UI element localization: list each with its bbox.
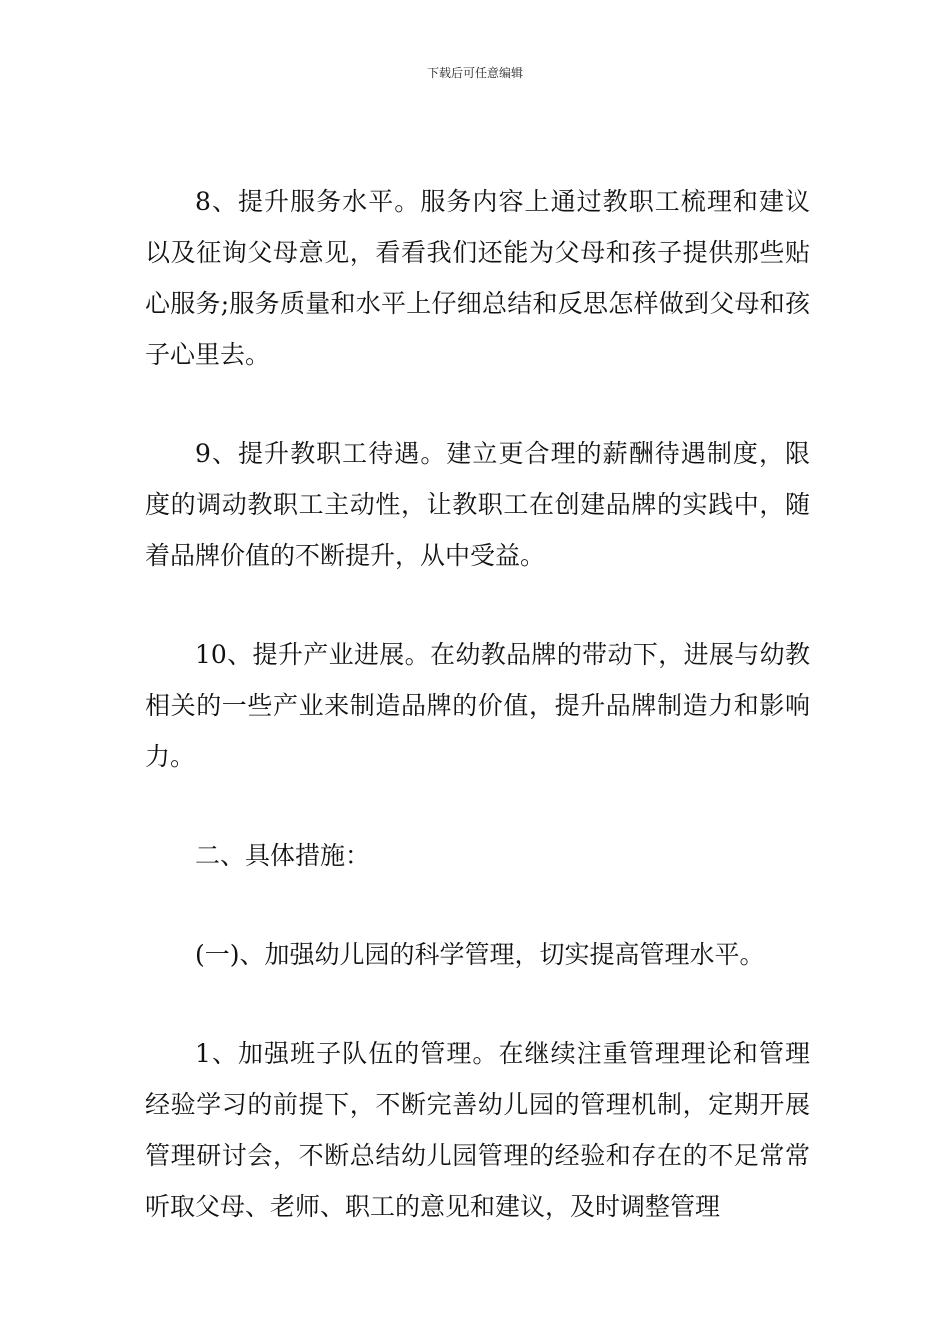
document-body: [145, 176, 810, 1232]
page-header: 下载后可任意编辑: [426, 66, 523, 80]
paragraph-item-1: 1、加强班子队伍的管理。在继续注重管理理论和管理经验学习的前提下，不断完善幼儿园的管理机制，定期开展管理研讨会，不断总结幼儿园管理的经验和存在的不足常常听取父母、老师、职工的意见和建议，及时调整管理: [145, 1039, 810, 1221]
paragraph-item-8: 8、提升服务水平。服务内容上通过教职工梳理和建议以及征询父母意见，看看我们还能为父母和孩子提供那些贴心服务;服务质量和水平上仔细总结和反思怎样做到父母和孩子心里去。: [145, 187, 810, 369]
subsection-heading: (一)、加强幼儿园的科学管理，切实提高管理水平。: [195, 940, 765, 969]
paragraph-item-10: 10、提升产业进展。在幼教品牌的带动下，进展与幼教相关的一些产业来制造品牌的价值，提升品牌制造力和影响力。: [145, 640, 810, 771]
section-heading: 二、具体措施：: [195, 841, 371, 870]
paragraph-item-9: 9、提升教职工待遇。建立更合理的薪酬待遇制度，限度的调动教职工主动性，让教职工在创建品牌的实践中，随着品牌价值的不断提升，从中受益。: [145, 439, 810, 570]
